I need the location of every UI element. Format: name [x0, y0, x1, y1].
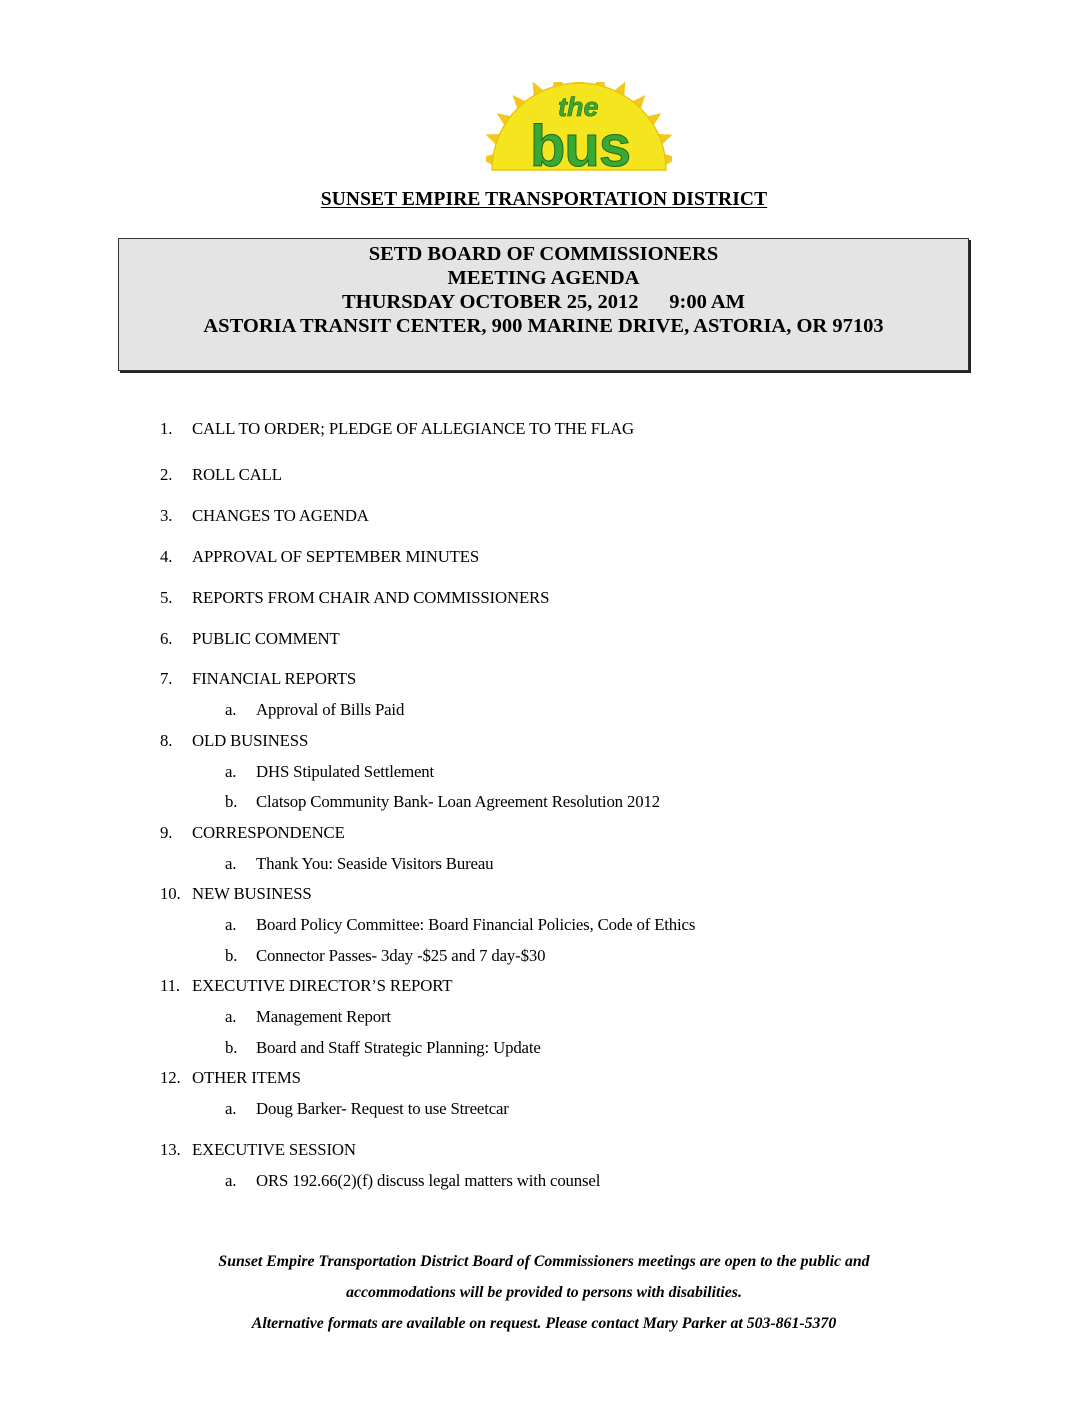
agenda-item-number: 12.: [160, 1068, 181, 1087]
agenda-item-text: FINANCIAL REPORTS: [192, 669, 357, 688]
agenda-item-number: 5.: [160, 588, 173, 607]
organization-title: SUNSET EMPIRE TRANSPORTATION DISTRICT: [320, 189, 768, 210]
footer-line-contact: Alternative formats are available on request. Please contact Mary Parker at 503-861-5370: [251, 1315, 837, 1332]
agenda-item-text: NEW BUSINESS: [192, 884, 312, 903]
agenda-item-text: OLD BUSINESS: [192, 731, 309, 750]
agenda-subitem-text: Board Policy Committee: Board Financial Policies, Code of Ethics: [256, 915, 696, 934]
footer-line-accommodations: accommodations will be provided to persons with disabilities.: [346, 1284, 742, 1301]
agenda-subitem-letter: a.: [225, 1007, 237, 1026]
footer-line-public-meetings: Sunset Empire Transportation District Board of Commissioners meetings are open to the public and: [218, 1253, 870, 1270]
agenda-item-text: EXECUTIVE DIRECTOR’S REPORT: [192, 976, 453, 995]
agenda-item-text: OTHER ITEMS: [192, 1068, 301, 1087]
agenda-item-text: PUBLIC COMMENT: [192, 629, 340, 648]
agenda-item-number: 3.: [160, 506, 173, 525]
agenda-item-number: 2.: [160, 465, 173, 484]
agenda-subitem-letter: a.: [225, 1099, 237, 1118]
agenda-item-number: 11.: [160, 976, 180, 995]
sun-logo-graphic: [486, 82, 672, 174]
agenda-item-text: REPORTS FROM CHAIR AND COMMISSIONERS: [192, 588, 550, 607]
agenda-subitem-text: ORS 192.66(2)(f) discuss legal matters with counsel: [256, 1171, 601, 1190]
header-meeting-agenda: MEETING AGENDA: [447, 267, 640, 289]
agenda-subitem-letter: a.: [225, 762, 237, 781]
agenda-item-number: 8.: [160, 731, 173, 750]
agenda-subitem-letter: a.: [225, 1171, 237, 1190]
header-date-time: THURSDAY OCTOBER 25, 2012 9:00 AM: [341, 291, 746, 313]
logo-word-top: the: [558, 92, 599, 122]
agenda-item-number: 9.: [160, 823, 173, 842]
agenda-item-text: EXECUTIVE SESSION: [192, 1140, 356, 1159]
agenda-subitem-letter: b.: [225, 946, 238, 965]
agenda-item-number: 1.: [160, 419, 173, 438]
agenda-subitem-letter: a.: [225, 915, 237, 934]
header-location: ASTORIA TRANSIT CENTER, 900 MARINE DRIVE, ASTORIA, OR 97103: [203, 315, 884, 337]
agenda-item-text: CALL TO ORDER; PLEDGE OF ALLEGIANCE TO THE FLAG: [192, 419, 635, 438]
agenda-subitem-text: Approval of Bills Paid: [256, 700, 405, 719]
agenda-subitem-text: Doug Barker- Request to use Streetcar: [256, 1099, 509, 1118]
agenda-item-text: APPROVAL OF SEPTEMBER MINUTES: [192, 547, 480, 566]
agenda-subitem-letter: b.: [225, 1038, 238, 1057]
the-bus-logo: [486, 82, 672, 174]
agenda-item-number: 4.: [160, 547, 173, 566]
agenda-subitem-text: Clatsop Community Bank- Loan Agreement Resolution 2012: [256, 792, 660, 811]
agenda-item-number: 10.: [160, 884, 181, 903]
agenda-item-text: ROLL CALL: [192, 465, 282, 484]
agenda-subitem-text: Board and Staff Strategic Planning: Update: [256, 1038, 541, 1057]
agenda-subitem-letter: a.: [225, 854, 237, 873]
agenda-subitem-letter: a.: [225, 700, 237, 719]
agenda-subitem-text: Management Report: [256, 1007, 391, 1026]
agenda-item-text: CORRESPONDENCE: [192, 823, 345, 842]
agenda-subitem-text: Connector Passes- 3day -$25 and 7 day-$30: [256, 946, 546, 965]
agenda-item-number: 13.: [160, 1140, 181, 1159]
agenda-subitem-text: DHS Stipulated Settlement: [256, 762, 435, 781]
agenda-item-number: 6.: [160, 629, 173, 648]
header-board-name: SETD BOARD OF COMMISSIONERS: [368, 243, 719, 265]
meeting-header-box: [118, 238, 969, 371]
agenda-subitem-text: Thank You: Seaside Visitors Bureau: [256, 854, 494, 873]
logo-word-bottom: bus: [530, 114, 631, 174]
agenda-item-text: CHANGES TO AGENDA: [192, 506, 369, 525]
agenda-subitem-letter: b.: [225, 792, 238, 811]
agenda-item-number: 7.: [160, 669, 173, 688]
